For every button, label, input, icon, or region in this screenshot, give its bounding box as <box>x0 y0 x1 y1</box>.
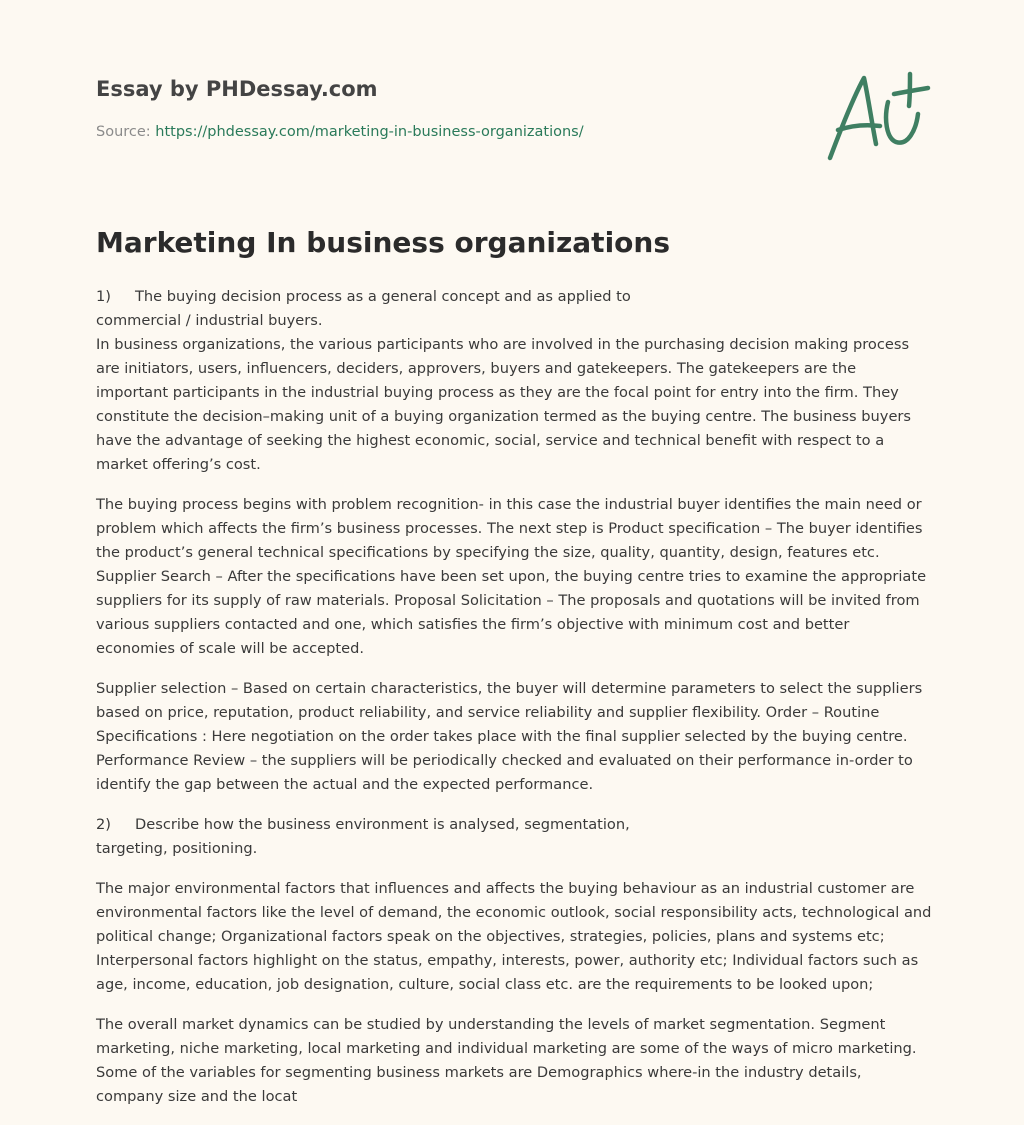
brand-title: Essay by PHDessay.com <box>96 77 378 101</box>
question-2-line-1 <box>96 813 932 837</box>
logo-text: A+ <box>815 57 817 58</box>
question-1-number: 1) <box>96 288 111 305</box>
paragraph-3: Supplier selection – Based on certain characteristics, the buyer will determine parameters to select the suppliers based on price, reputation, product reliability, and service reliability and supplier flexibility. Order – Routine Specifications : Here negotiation on the order takes place with the final supplier selected by the buying centre. Performance Review – the suppliers will be periodically checked and evaluated on their performance in-order to identify the gap between the actual and the expected performance. <box>96 680 923 793</box>
article-title: Marketing In business organizations <box>96 226 670 259</box>
question-1-text: The buying decision process as a general concept and as applied to <box>135 288 631 305</box>
question-1-line-1 <box>96 285 932 309</box>
question-2-line-2: targeting, positioning. <box>96 840 258 857</box>
question-2-text: Describe how the business environment is analysed, segmentation, <box>135 816 630 833</box>
source-label: Source: <box>96 124 151 140</box>
paragraph-4: The major environmental factors that influences and affects the buying behaviour as an industrial customer are environmental factors like the level of demand, the economic outlook, social responsibility acts, technological and political change; Organizational factors speak on the objectives, strategies, policies, plans and systems etc; Interpersonal factors highlight on the status, empathy, interests, power, authority etc; Individual factors such as age, income, education, job designation, culture, social class etc. are the requirements to be looked upon; <box>96 880 932 993</box>
paragraph-1: In business organizations, the various participants who are involved in the purchasing decision making process are initiators, users, influencers, deciders, approvers, buyers and gatekeepers. The gatekeepers are the important participants in the industrial buying process as they are the focal point for entry into the firm. They constitute the decision–making unit of a buying organization termed as the buying centre. The business buyers have the advantage of seeking the highest economic, social, service and technical benefit with respect to a market offering’s cost. <box>96 336 912 473</box>
source-line <box>96 124 584 140</box>
paragraph-5: The overall market dynamics can be studied by understanding the levels of market segmentation. Segment marketing, niche marketing, local marketing and individual marketing are some of the ways of micro marketing. Some of the variables for segmenting business markets are Demographics where-in the industry details, company size and the locat <box>96 1016 917 1105</box>
article-body <box>96 285 932 1125</box>
source-link[interactable]: https://phdessay.com/marketing-in-business-organizations/ <box>155 124 584 140</box>
paragraph-2: The buying process begins with problem recognition- in this case the industrial buyer identifies the main need or problem which affects the firm’s business processes. The next step is Product specification – The buyer identifies the product’s general technical specifications by specifying the size, quality, quantity, design, features etc. Supplier Search – After the specifications have been set upon, the buying centre tries to examine the appropriate suppliers for its supply of raw materials. Proposal Solicitation – The proposals and quotations will be invited from various suppliers contacted and one, which satisfies the firm’s objective with minimum cost and better economies of scale will be accepted. <box>96 496 927 657</box>
question-2-number: 2) <box>96 816 111 833</box>
a-plus-logo-icon <box>815 57 932 170</box>
question-1-line-2: commercial / industrial buyers. <box>96 312 323 329</box>
